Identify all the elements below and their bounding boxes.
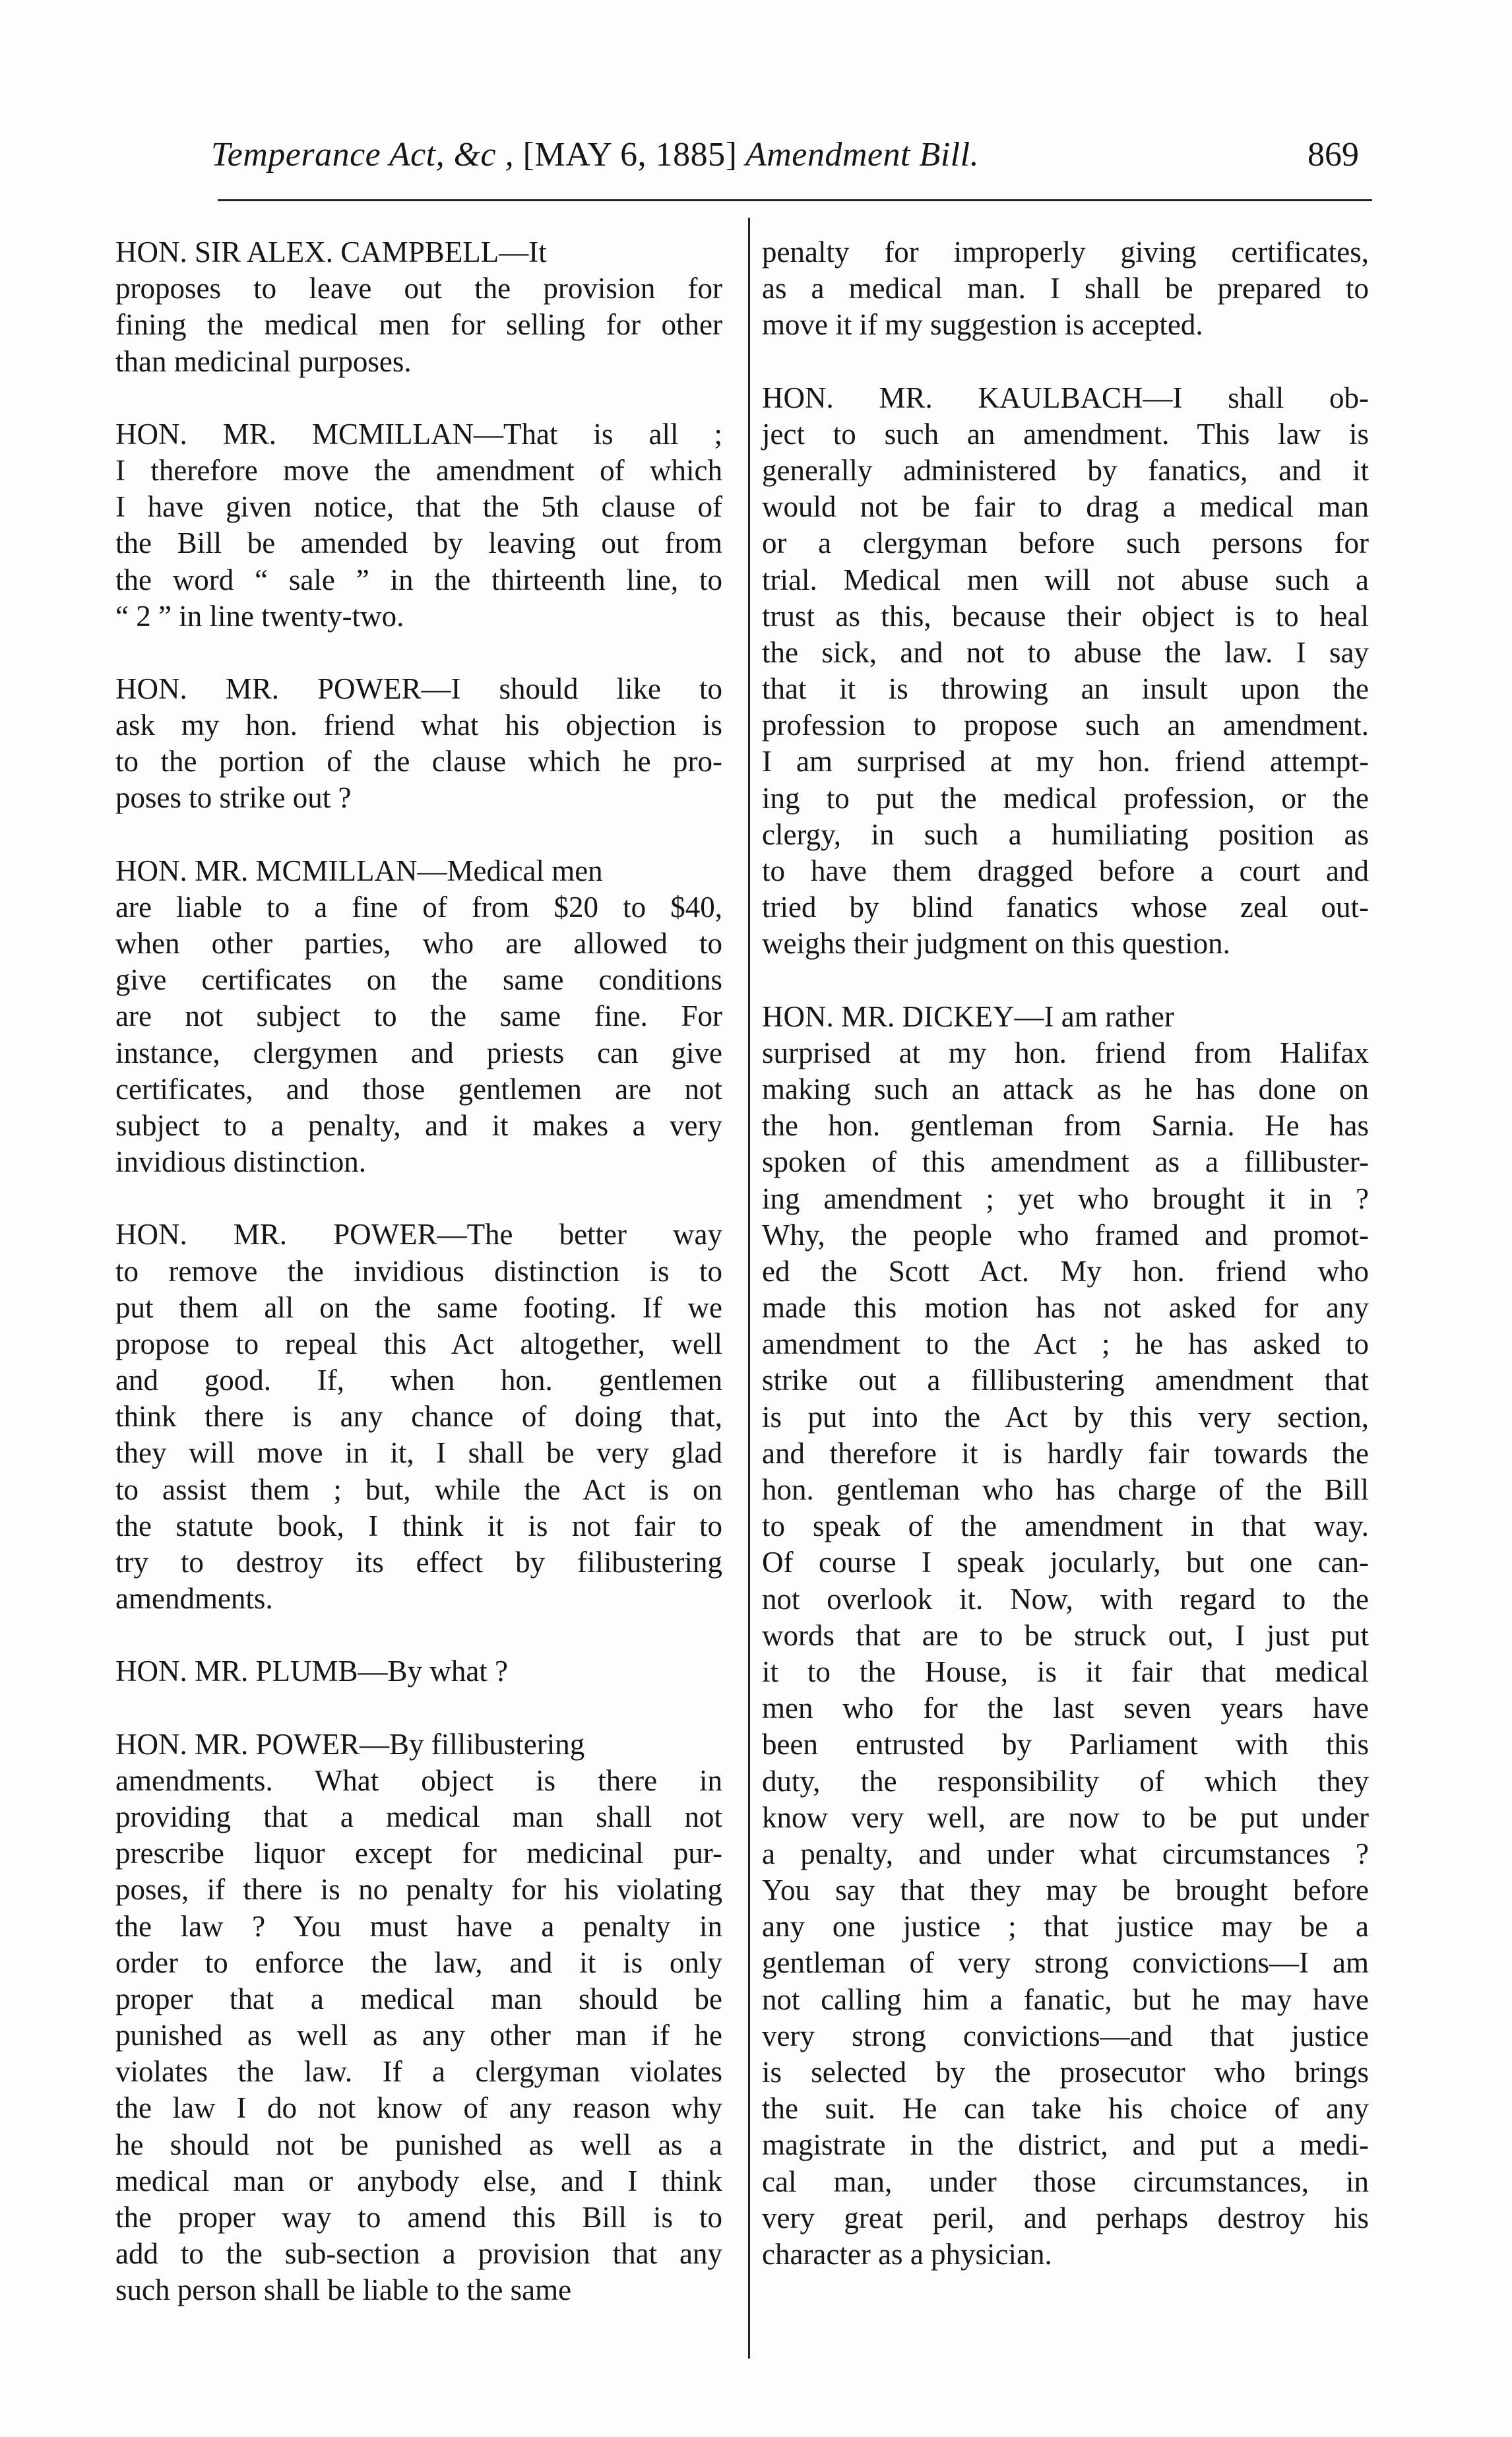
text-line: try to destroy its effect by filibustering — [115, 1546, 722, 1579]
text-line: add to the sub-section a provision that any — [115, 2237, 722, 2271]
text-line: and good. If, when hon. gentlemen — [115, 1364, 722, 1397]
text-line: HON. MR. MCMILLAN—Medical men — [115, 854, 603, 887]
text-line: are liable to a fine of from $20 to $40, — [115, 890, 722, 924]
text-line: the proper way to amend this Bill is to — [115, 2201, 722, 2234]
text-line: fining the medical men for selling for other — [115, 308, 722, 342]
text-line: know very well, are now to be put under — [762, 1800, 1369, 1834]
text-line: strike out a fillibustering amendment that — [762, 1364, 1369, 1397]
text-line: the Bill be amended by leaving out from — [115, 526, 722, 560]
text-line: You say that they may be brought before — [762, 1874, 1369, 1907]
text-line: propose to repeal this Act altogether, well — [115, 1327, 722, 1360]
text-line: made this motion has not asked for any — [762, 1291, 1369, 1325]
text-line: Of course I speak jocularly, but one can- — [762, 1546, 1369, 1579]
text-line: ask my hon. friend what his objection is — [115, 709, 722, 742]
text-line: men who for the last seven years have — [762, 1692, 1369, 1725]
right-column — [762, 234, 1369, 2309]
text-line: magistrate in the district, and put a medi- — [762, 2128, 1369, 2162]
speech-block — [115, 1653, 722, 1690]
speech-block — [115, 1217, 722, 1617]
header-date: [MAY 6, 1885] — [522, 136, 738, 174]
text-line: to remove the invidious distinction is to — [115, 1254, 722, 1288]
text-line: poses to strike out ? — [115, 781, 352, 815]
text-line: or a clergyman before such persons for — [762, 526, 1369, 560]
text-line: duty, the responsibility of which they — [762, 1764, 1369, 1798]
text-line: profession to propose such an amendment. — [762, 709, 1369, 742]
text-line: providing that a medical man shall not — [115, 1800, 722, 1833]
speech-block — [115, 1726, 722, 2309]
text-line: the hon. gentleman from Sarnia. He has — [762, 1109, 1369, 1143]
text-line: ing to put the medical profession, or the — [762, 781, 1369, 815]
text-line: proper that a medical man should be — [115, 1982, 722, 2015]
running-header — [172, 132, 1359, 178]
text-line: give certificates on the same conditions — [115, 963, 722, 997]
text-line: hon. gentleman who has charge of the Bill — [762, 1473, 1369, 1506]
text-line: invidious distinction. — [115, 1145, 367, 1179]
text-line: to speak of the amendment in that way. — [762, 1509, 1369, 1543]
text-line: generally administered by fanatics, and it — [762, 453, 1369, 487]
text-line: trust as this, because their object is to heal — [762, 599, 1369, 633]
page-number: 869 — [1307, 136, 1359, 174]
text-line: the suit. He can take his choice of any — [762, 2092, 1369, 2126]
header-title-right: Amendment Bill. — [745, 136, 980, 174]
text-line: tried by blind fanatics whose zeal out- — [762, 891, 1369, 924]
text-line: they will move in it, I shall be very glad — [115, 1436, 722, 1470]
text-line: think there is any chance of doing that, — [115, 1400, 722, 1434]
text-line: not overlook it. Now, with regard to the — [762, 1582, 1369, 1616]
header-rule — [218, 199, 1372, 201]
text-line: penalty for improperly giving certificates, — [762, 236, 1369, 269]
text-line: would not be fair to drag a medical man — [762, 490, 1369, 524]
text-line: the law ? You must have a penalty in — [115, 1909, 722, 1943]
text-line: HON. MR. DICKEY—I am rather — [762, 999, 1174, 1033]
text-line: I therefore move the amendment of which — [115, 453, 722, 487]
text-line: as a medical man. I shall be prepared to — [762, 272, 1369, 305]
text-line: is selected by the prosecutor who brings — [762, 2056, 1369, 2089]
text-line: punished as well as any other man if he — [115, 2019, 722, 2052]
text-line: subject to a penalty, and it makes a very — [115, 1108, 722, 1142]
text-line: words that are to be struck out, I just put — [762, 1618, 1369, 1652]
speech-block — [115, 671, 722, 817]
text-line: certificates, and those gentlemen are not — [115, 1072, 722, 1106]
text-line: “ 2 ” in line twenty-two. — [115, 599, 404, 633]
text-line: I have given notice, that the 5th clause of — [115, 490, 722, 524]
text-line: HON. MR. PLUMB—By what ? — [115, 1655, 509, 1688]
text-line: violates the law. If a clergyman violates — [115, 2055, 722, 2089]
text-line: instance, clergymen and priests can give — [115, 1036, 722, 1069]
speech-block — [762, 234, 1369, 344]
text-line: it to the House, is it fair that medical — [762, 1655, 1369, 1688]
text-line: trial. Medical men will not abuse such a — [762, 563, 1369, 596]
text-line: the word “ sale ” in the thirteenth line, to — [115, 563, 722, 596]
text-line: very strong convictions—and that justice — [762, 2019, 1369, 2052]
text-line: ject to such an amendment. This law is — [762, 417, 1369, 451]
speech-block — [762, 999, 1369, 2273]
text-line: is put into the Act by this very section, — [762, 1400, 1369, 1434]
text-line: and therefore it is hardly fair towards the — [762, 1436, 1369, 1470]
text-line: the sick, and not to abuse the law. I say — [762, 635, 1369, 669]
text-line: spoken of this amendment as a fillibuster- — [762, 1145, 1369, 1179]
text-line: ed the Scott Act. My hon. friend who — [762, 1254, 1369, 1288]
text-line: HON. SIR ALEX. CAMPBELL—It — [115, 236, 547, 269]
text-line: that it is throwing an insult upon the — [762, 672, 1369, 706]
text-line: been entrusted by Parliament with this — [762, 1728, 1369, 1761]
text-line: HON. MR. POWER—The better way — [115, 1218, 722, 1251]
text-line: medical man or anybody else, and I think — [115, 2164, 722, 2198]
text-line: cal man, under those circumstances, in — [762, 2165, 1369, 2198]
text-line: very great peril, and perhaps destroy his — [762, 2201, 1369, 2234]
text-line: clergy, in such a humiliating position as — [762, 817, 1369, 851]
text-line: HON. MR. POWER—By fillibustering — [115, 1727, 585, 1761]
text-line: amendments. — [115, 1582, 273, 1616]
speech-block — [115, 416, 722, 635]
text-line: when other parties, who are allowed to — [115, 927, 722, 960]
text-line: character as a physician. — [762, 2237, 1052, 2271]
text-line: such person shall be liable to the same — [115, 2273, 572, 2307]
text-line: poses, if there is no penalty for his violating — [115, 1873, 722, 1907]
text-line: HON. MR. KAULBACH—I shall ob- — [762, 381, 1369, 414]
text-line: to assist them ; but, while the Act is on — [115, 1472, 722, 1506]
left-column — [115, 234, 722, 2345]
text-line: not calling him a fanatic, but he may have — [762, 1982, 1369, 2016]
text-line: ing amendment ; yet who brought it in ? — [762, 1182, 1369, 1215]
text-line: order to enforce the law, and it is only — [115, 1946, 722, 1979]
text-line: to the portion of the clause which he pro- — [115, 745, 722, 778]
text-line: to have them dragged before a court and — [762, 854, 1369, 887]
text-line: the statute book, I think it is not fair to — [115, 1509, 722, 1542]
text-line: Why, the people who framed and promot- — [762, 1218, 1369, 1251]
text-line: HON. MR. POWER—I should like to — [115, 672, 722, 705]
speech-block — [762, 380, 1369, 963]
text-line: the law I do not know of any reason why — [115, 2091, 722, 2125]
text-line: surprised at my hon. friend from Halifax — [762, 1036, 1369, 1069]
text-line: put them all on the same footing. If we — [115, 1290, 722, 1324]
text-line: are not subject to the same fine. For — [115, 999, 722, 1033]
text-line: any one justice ; that justice may be a — [762, 1910, 1369, 1944]
header-title-left: Temperance Act, &c , — [211, 136, 515, 174]
text-line: amendments. What object is there in — [115, 1763, 722, 1797]
text-line: he should not be punished as well as a — [115, 2128, 722, 2161]
text-line: making such an attack as he has done on — [762, 1072, 1369, 1106]
column-divider — [748, 218, 750, 2358]
speech-block — [115, 234, 722, 380]
text-line: I am surprised at my hon. friend attempt- — [762, 745, 1369, 778]
text-line: than medicinal purposes. — [115, 344, 412, 378]
header-title — [211, 132, 979, 178]
text-line: proposes to leave out the provision for — [115, 272, 722, 305]
text-line: a penalty, and under what circumstances ? — [762, 1837, 1369, 1870]
speech-block — [115, 853, 722, 1181]
text-line: HON. MR. MCMILLAN—That is all ; — [115, 417, 722, 451]
text-line: weighs their judgment on this question. — [762, 927, 1230, 961]
text-line: gentleman of very strong convictions—I am — [762, 1946, 1369, 1980]
text-line: move it if my suggestion is accepted. — [762, 308, 1203, 342]
text-line: amendment to the Act ; he has asked to — [762, 1327, 1369, 1361]
text-line: prescribe liquor except for medicinal pur- — [115, 1837, 722, 1870]
